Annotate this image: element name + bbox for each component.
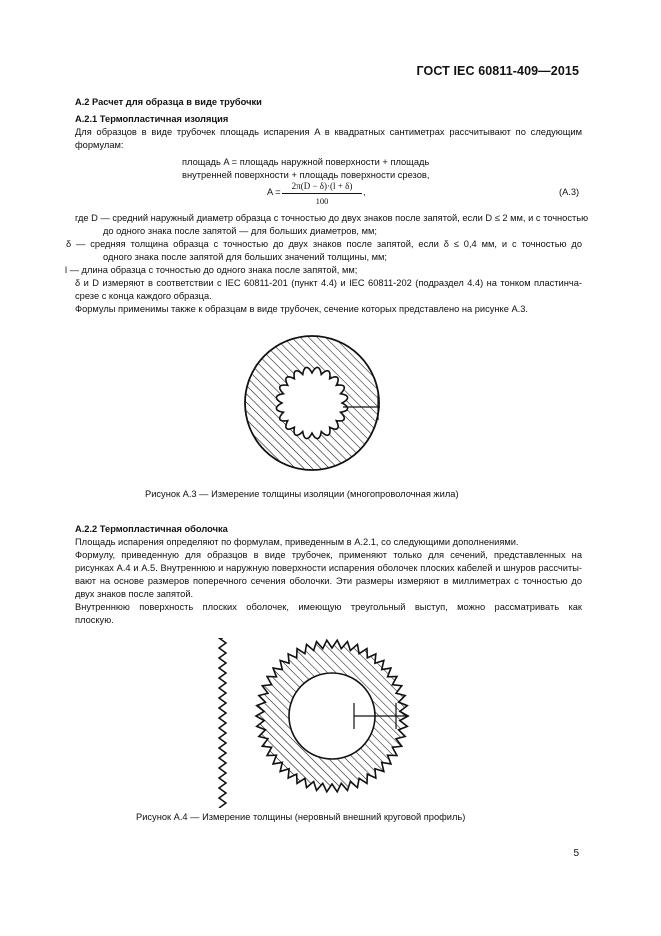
formula-fraction <box>282 181 362 206</box>
legend-line: где D — средний наружный диаметр образца с точностью до двух знаков после запятой, если D ≤ 2 мм, и с точностью <box>75 213 589 223</box>
paragraph-line: двух знаков после запятой. <box>75 589 194 599</box>
fraction-bar <box>282 193 362 194</box>
figure-a4-rough-sheath <box>250 638 425 808</box>
formula-text-line: площадь A = площадь наружной поверхности + площадь <box>182 157 430 167</box>
stranded-conductor-profile <box>276 367 347 438</box>
rough-profile-line <box>219 638 226 808</box>
figure-a4-caption: Рисунок А.4 — Измерение толщины (неровный внешний круговой профиль) <box>136 812 466 822</box>
section-heading: А.2 Расчет для образца в виде трубочки <box>75 97 262 107</box>
formula-lhs: A = <box>267 187 281 197</box>
paragraph-line: срезе с конца каждого образца. <box>75 291 212 301</box>
legend-line: δ — средняя толщина образца с точностью до двух знаков после запятой, если δ ≤ 0,4 мм, и с точностью до <box>66 239 582 249</box>
formula-denominator: 100 <box>315 196 329 206</box>
paragraph-line: рисунках А.4 и А.5. Внутреннюю и наружную поверхности испарения оболочек плоских кабелей и шнуров рассчиты- <box>75 563 582 573</box>
paragraph-line: Для образцов в виде трубочек площадь испарения A в квадратных сантиметрах рассчитывают по следующим <box>75 127 582 137</box>
paragraph-line: Формулы применимы также к образцам в виде трубочек, сечение которых представлено на рисунке А.3. <box>75 304 528 314</box>
subsection-heading-2-2: А.2.2 Термопластичная оболочка <box>75 524 228 534</box>
page-number: 5 <box>573 848 579 859</box>
figure-a4-wavy-left <box>213 638 233 808</box>
formula-comma: , <box>363 187 366 197</box>
paragraph-line: формулам: <box>75 140 124 150</box>
paragraph-line: вают на основе размеров поперечного сечения оболочки. Эти размеры измеряют в миллиметрах с точностью до <box>75 576 582 586</box>
figure-a3-stranded-insulation <box>230 327 400 482</box>
formula-numerator: 2π(D − δ)·(l + δ) <box>291 181 353 191</box>
legend-line: l — длина образца с точностью до одного знака после запятой, мм; <box>65 265 358 275</box>
paragraph-line: Площадь испарения определяют по формулам, приведенным в А.2.1, со следующими дополнениями. <box>75 537 519 547</box>
paragraph-line: δ и D измеряют в соответствии с IEC 60811-201 (пункт 4.4) и IEC 60811-202 (подраздел 4.4) на тонком пластинча- <box>75 278 582 288</box>
standard-designation: ГОСТ IEC 60811-409—2015 <box>416 64 579 78</box>
paragraph-line: плоскую. <box>75 615 114 625</box>
subsection-heading-2-1: А.2.1 Термопластичная изоляция <box>75 114 229 124</box>
formula-number: (А.3) <box>559 187 580 197</box>
paragraph-line: Внутреннюю поверхность плоских оболочек, имеющую треугольный выступ, можно рассматривать как <box>75 602 582 612</box>
legend-line: до одного знака после запятой — для больших диаметров, мм; <box>103 226 377 236</box>
figure-a3-caption: Рисунок А.3 — Измерение толщины изоляции (многопроволочная жила) <box>145 489 459 499</box>
formula-text-line: внутренней поверхности + площадь поверхности срезов, <box>182 170 430 180</box>
paragraph-line: Формулу, приведенную для образцов в виде трубочек, применяют только для сечений, представленных на <box>75 550 582 560</box>
legend-line: одного знака после запятой для больших значений толщины, мм; <box>103 252 387 262</box>
